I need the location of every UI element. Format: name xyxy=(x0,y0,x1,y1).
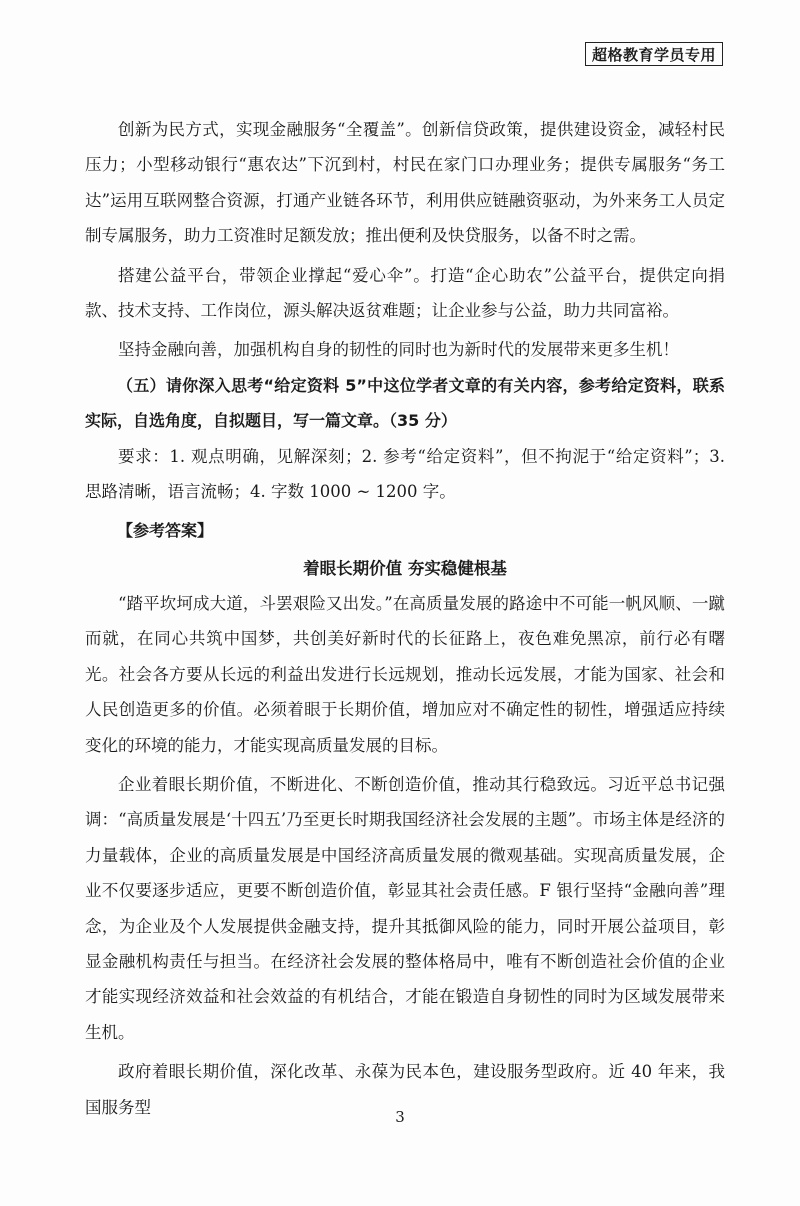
document-body xyxy=(85,112,725,1125)
paragraph-2: 搭建公益平台，带领企业撑起“爱心伞”。打造“企心助农”公益平台，提供定向捐款、技术支持、工作岗位，源头解决返贫难题；让企业参与公益，助力共同富裕。 xyxy=(85,265,725,321)
header-badge: 超格教育学员专用 xyxy=(585,42,723,66)
essay-paragraph-2: 企业着眼长期价值，不断进化、不断创造价值，推动其行稳致远。习近平总书记强调：“高质量发展是‘十四五’乃至更长时期我国经济社会发展的主题”。市场主体是经济的力量载体，企业的高质量发展是中国经济高质量发展的微观基础。实现高质量发展，企业不仅要逐步适应，更要不断创造价值，彰显其社会责任感。F 银行坚持“金融向善”理念，为企业及个人发展提供金融支持，提升其抵御风险的能力，同时开展公益项目，彰显金融机构责任与担当。在经济社会发展的整体格局中，唯有不断创造社会价值的企业才能实现经济效益和社会效益的有机结合，才能在锻造自身韧性的同时为区域发展带来生机。 xyxy=(85,774,725,1042)
question-5: （五）请你深入思考“给定资料 5”中这位学者文章的有关内容，参考给定资料，联系实际，自选角度，自拟题目，写一篇文章。（35 分） xyxy=(85,375,725,431)
paragraph-3: 坚持金融向善，加强机构自身的韧性的同时也为新时代的发展带来更多生机！ xyxy=(118,340,679,360)
page-number: 3 xyxy=(395,1108,405,1126)
requirements: 要求：1. 观点明确，见解深刻；2. 参考“给定资料”，但不拘泥于“给定资料”；3. 思路清晰，语言流畅；4. 字数 1000 ~ 1200 字。 xyxy=(85,446,725,502)
paragraph-1: 创新为民方式，实现金融服务“全覆盖”。创新信贷政策，提供建设资金，减轻村民压力；小型移动银行“惠农达”下沉到村，村民在家门口办理业务；提供专属服务“务工达”运用互联网整合资源，打通产业链各环节，利用供应链融资驱动，为外来务工人员定制专属服务，助力工资准时足额发放；推出便利及快贷服务，以备不时之需。 xyxy=(85,120,725,246)
essay-paragraph-1: “踏平坎坷成大道，斗罢艰险又出发。”在高质量发展的路途中不可能一帆风顺、一蹴而就，在同心共筑中国梦，共创美好新时代的长征路上，夜色难免黑凉，前行必有曙光。社会各方要从长远的利益出发进行长远规划，推动长远发展，才能为国家、社会和人民创造更多的价值。必须着眼于长期价值，增加应对不确定性的韧性，增强适应持续变化的环境的能力，才能实现高质量发展的目标。 xyxy=(85,593,725,755)
answer-label: 【参考答案】 xyxy=(117,521,214,541)
essay-title: 着眼长期价值 夯实稳健根基 xyxy=(303,558,507,578)
essay-paragraph-3: 政府着眼长期价值，深化改革、永葆为民本色，建设服务型政府。近 40 年来，我国服务型 xyxy=(85,1062,725,1117)
